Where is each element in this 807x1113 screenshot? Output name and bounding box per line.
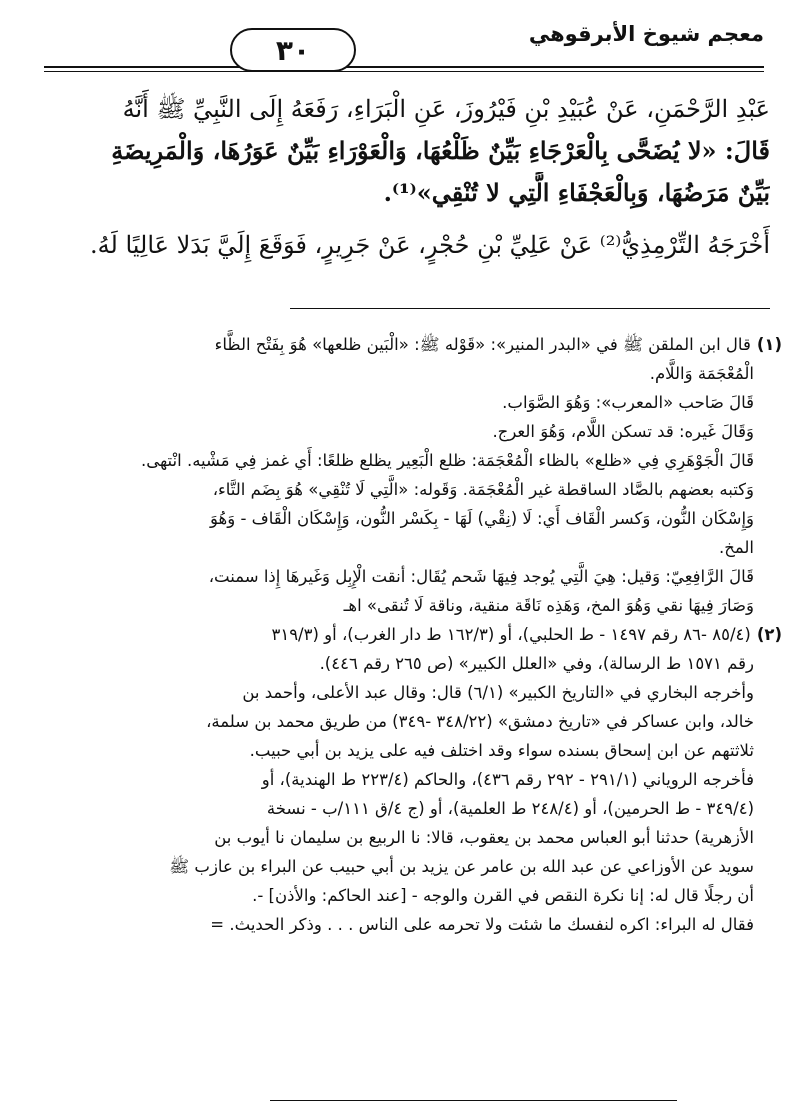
footnote-1-number: (١) — [756, 335, 782, 354]
footnote-2-line-9: سويد عن الأوزاعي عن عبد الله بن عامر عن يزيد بن أبي حبيب عن البراء بن عازب ﷺ — [169, 857, 754, 876]
footnote-1-line-1 — [36, 330, 782, 359]
footnote-1-line-10: وَصَارَ فِيهَا نقي وَهُوَ المخ، وَهَذِه نَاقَة منقية، وناقة لَا تُنقى» اهـ — [343, 596, 754, 615]
footnote-1-line-7: وَإِسْكَان النُّون، وَكسر الْقَاف أَي: لَا (نِقْي) لَهَا - بِكَسْر النُّون، وَإِسْكَان الْقَاف - وَهُوَ — [210, 509, 754, 528]
page-number: ٣٠ — [230, 28, 356, 72]
book-title: معجم شيوخ الأبرقوهي — [528, 22, 764, 46]
footnote-2-line-10: أن رجلًا قال له: إنا نكرة النقص في القرن والوجه - [عند الحاكم: والأذن] -. — [252, 886, 754, 905]
bottom-rule — [270, 1100, 677, 1101]
footnote-1-text-1: قال ابن الملقن ﷺ في «البدر المنير»: «قَوْله ﷺ: «الْبَين ظلعها» هُوَ بِفَتْح الظَّاء — [214, 335, 751, 354]
footnote-1-line-2: الْمُعْجَمَة وَاللَّام. — [649, 364, 754, 383]
footnote-1-line-3: قَالَ صَاحب «المعرب»: وَهُوَ الصَّوَاب. — [502, 393, 754, 412]
footnote-2-line-6: فأخرجه الروياني (٢٩١/١ - ٢٩٢ رقم ٤٣٦)، والحاكم (٢٢٣/٤ ط الهندية)، أو — [261, 770, 754, 789]
footnote-1-line-8: المخ. — [718, 538, 754, 557]
footnote-2-text-1: (٨٥/٤ -٨٦ رقم ١٤٩٧ - ط الحلبي)، أو (١٦٢/٣ ط دار الغرب)، أو (٣١٩/٣ — [271, 625, 751, 644]
main-text — [50, 88, 770, 266]
footnote-2-line-7: (٣٤٩/٤ - ط الحرمين)، أو (٢٤٨/٤ ط العلمية)، أو (ج ٤/ق ١١١/ب - نسخة — [266, 799, 754, 818]
header-rule-inner — [44, 71, 764, 72]
footnotes — [36, 330, 782, 939]
main-line-4: أَخْرَجَهُ التِّرْمِذِيُّ⁽²⁾ عَنْ عَلِيِّ بْنِ حُجْرٍ، عَنْ جَرِيرٍ، فَوَقَعَ إِلَيَّ بَدَلا عَالِيًا لَهُ. — [90, 231, 770, 259]
main-line-3: بَيِّنٌ مَرَضُهَا، وَبِالْعَجْفَاءِ الَّتِي لا تُنْقِي»⁽¹⁾. — [383, 178, 770, 207]
footnote-1-line-4: وَقَالَ غَيره: قد تسكن اللَّام، وَهُوَ العرج. — [492, 422, 754, 441]
footnote-2-line-3: وأخرجه البخاري في «التاريخ الكبير» (٦/١) قال: وقال عبد الأعلى، وأحمد بن — [242, 683, 754, 702]
page-header — [44, 18, 764, 78]
footnote-2-line-8: الأزهرية) حدثنا أبو العباس محمد بن يعقوب، قالا: نا الربيع بن سليمان نا أيوب بن — [214, 828, 754, 847]
footnote-separator — [290, 308, 770, 309]
header-rule — [44, 66, 764, 68]
footnote-1-line-6: وَكتبه بعضهم بالصَّاد الساقطة غير الْمُعْجَمَة. وَقَوله: «الَّتِي لَا تُنْقِي» هُوَ بِضَم التَّاء، — [212, 480, 754, 499]
main-line-1: عَبْدِ الرَّحْمَنِ، عَنْ عُبَيْدِ بْنِ فَيْرُوزَ، عَنِ الْبَرَاءِ، رَفَعَهُ إِلَى النَّبِيِّ ﷺ أَنَّهُ — [122, 95, 770, 123]
footnote-2-line-5: ثلاثتهم عن ابن إسحاق بسنده سواء وقد اختلف فيه على يزيد بن أبي حبيب. — [249, 741, 754, 760]
footnote-2-line-4: خالد، وابن عساكر في «تاريخ دمشق» (٣٤٨/٢٢ -٣٤٩) من طريق محمد بن سلمة، — [206, 712, 754, 731]
footnote-1-line-9: قَالَ الرَّافِعِيّ: وَقيل: هِيَ الَّتِي يُوجد فِيهَا شَحم يُقَال: أنقت الْإِبِل وَغَيرهَا إِذا سمنت، — [208, 567, 754, 586]
footnote-2-line-11: فقال له البراء: اكره لنفسك ما شئت ولا تحرمه على الناس . . . وذكر الحديث. = — [210, 915, 754, 934]
footnote-1-line-5: قَالَ الْجَوْهَرِي فِي «ظلع» بالظاء الْمُعْجَمَة: ظلع الْبَعِير يظلع ظلعًا: أَي غمز فِي مَشْيه. انْتهى. — [140, 451, 754, 470]
main-line-2: قَالَ: «لا يُضَحَّى بِالْعَرْجَاءِ بَيِّنٌ ظَلْعُهَا، وَالْعَوْرَاءِ بَيِّنٌ عَوَرُهَا، وَالْمَرِيضَةِ — [111, 136, 770, 165]
footnote-2-line-1 — [36, 620, 782, 649]
footnote-2-line-2: رقم ١٥٧١ ط الرسالة)، وفي «العلل الكبير» (ص ٢٦٥ رقم ٤٤٦). — [319, 654, 754, 673]
footnote-2-number: (٢) — [756, 625, 782, 644]
